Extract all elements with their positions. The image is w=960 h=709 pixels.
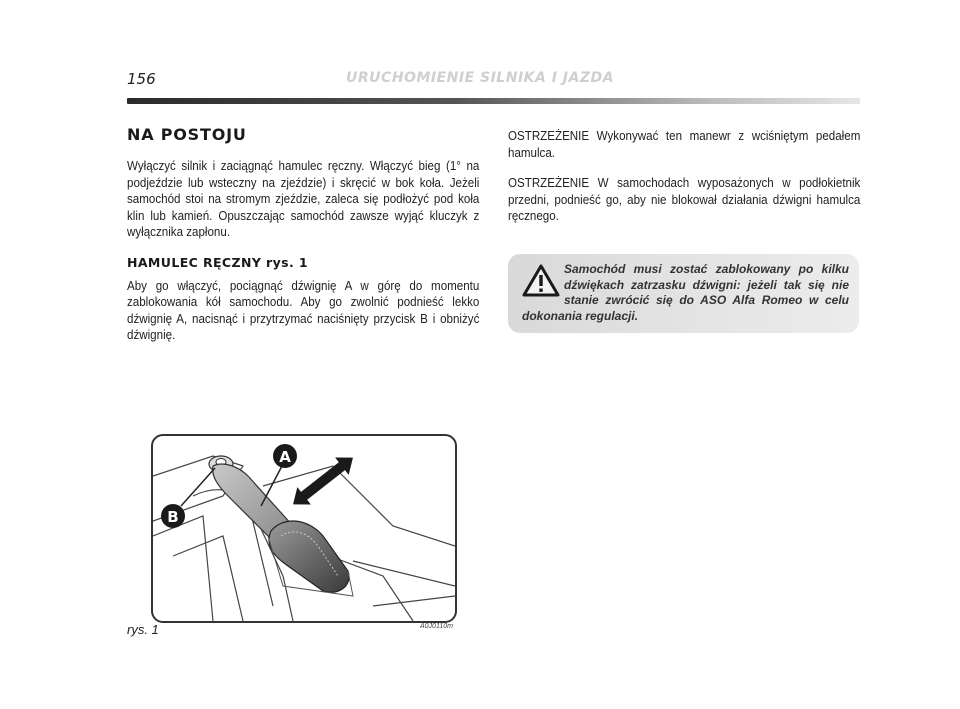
section-text: Wyłączyć silnik i zaciągnąć hamulec ręczny. Włączyć bieg (1° na podjeździe lub wsteczny na zjeździe) i skręcić w bok koła. Jeżeli samochód stoi na stromym zjeździe, zaleca się podłożyć pod koła klin lub kamień. Opuszczając samochód zawsze wyjąć kluczyk z wyłącznika zapłonu.	[127, 159, 480, 239]
figure-caption: rys. 1	[127, 622, 159, 637]
label-a-marker	[273, 444, 297, 468]
warning-box	[508, 254, 859, 333]
figure-handbrake	[151, 434, 457, 623]
label-b-marker	[161, 504, 185, 528]
header-rule	[127, 98, 860, 104]
subsection-title: HAMULEC RĘCZNY rys. 1	[127, 254, 308, 270]
warning-text: Samochód musi zostać zablokowany po kilku dźwiękach zatrzasku dźwigni: jeżeli tak się nie stanie zwrócić się do ASO Alfa Romeo w celu dokonania regulacji.	[522, 262, 849, 323]
left-column	[127, 125, 479, 344]
figure-code: A0J0110m	[420, 623, 453, 630]
page-number: 156	[127, 70, 156, 88]
label-b: B	[167, 508, 179, 526]
right-column	[508, 128, 860, 225]
running-title: URUCHOMIENIE SILNIKA I JAZDA	[346, 70, 614, 86]
section-title: NA POSTOJU	[127, 125, 247, 144]
handbrake-illustration	[153, 436, 455, 621]
label-a: A	[279, 448, 291, 466]
note-2: OSTRZEŻENIE W samochodach wyposażonych w podłokietnik przedni, podnieść go, aby nie blokował działania dźwigni hamulca ręcznego.	[508, 176, 861, 223]
subsection-text: Aby go włączyć, pociągnąć dźwignię A w górę do momentu zablokowania kół samochodu. Aby go zwolnić podnieść lekko dźwignię A, nacisnąć i przytrzymać naciśnięty przycisk B i obniżyć dźwignię.	[127, 278, 480, 342]
note-1: OSTRZEŻENIE Wykonywać ten manewr z wciśniętym pedałem hamulca.	[508, 129, 861, 160]
